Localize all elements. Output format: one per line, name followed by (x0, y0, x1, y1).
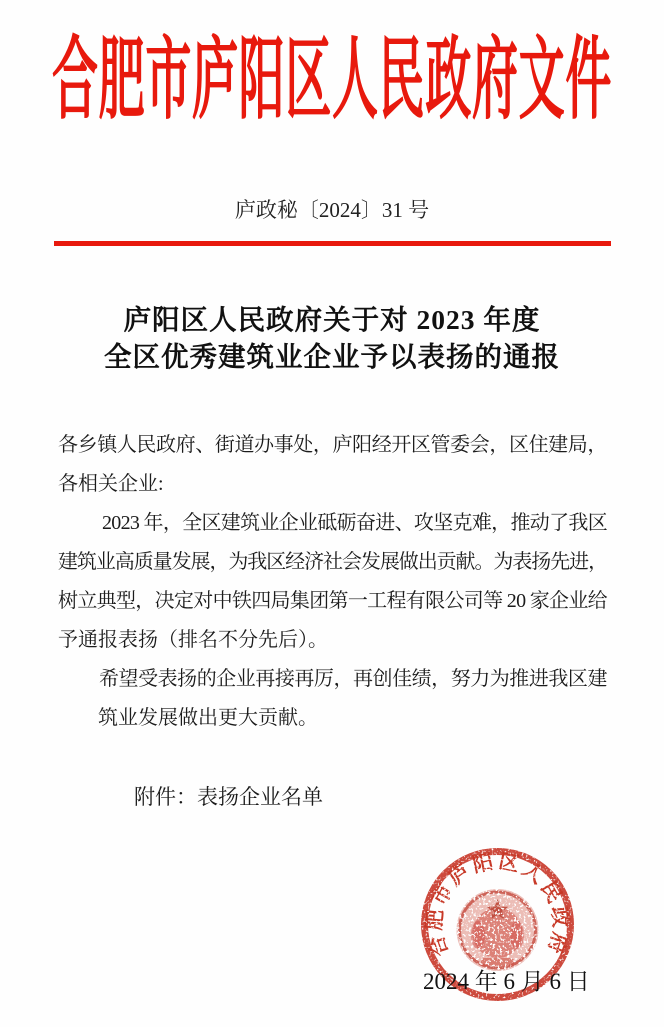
document-title-line2: 全区优秀建筑业企业予以表扬的通报 (104, 341, 560, 372)
red-divider-line (54, 241, 611, 246)
body-line: 希望受表扬的企业再接再厉，再创佳绩，努力为推进我区建 (99, 668, 607, 690)
body-line: 各相关企业: (58, 473, 164, 495)
body-line: 树立典型，决定对中铁四局集团第一工程有限公司等 20 家企业给 (58, 590, 607, 612)
issue-date: 2024 年 6 月 6 日 (423, 969, 590, 994)
body-line: 2023 年，全区建筑业企业砥砺奋进、攻坚克难，推动了我区 (102, 512, 607, 534)
letterhead-banner (52, 26, 612, 135)
national-emblem-icon (457, 889, 539, 971)
document-title (0, 301, 664, 375)
doc-number: 庐政秘〔2024〕31 号 (234, 198, 430, 222)
body-text (58, 426, 607, 738)
svg-text:合肥市庐阳区人民政府: 合肥市庐阳区人民政府 (423, 850, 572, 959)
body-line: 建筑业高质量发展，为我区经济社会发展做出贡献。为表扬先进， (58, 551, 607, 573)
document-title-line1: 庐阳区人民政府关于对 2023 年度 (123, 304, 541, 335)
body-line: 予通报表扬（排名不分先后）。 (58, 629, 328, 651)
attachment-line: 附件：表扬企业名单 (134, 785, 323, 809)
body-line: 各乡镇人民政府、街道办事处，庐阳经开区管委会，区住建局， (58, 434, 607, 456)
letterhead-title: 合肥市庐阳区人民政府文件 (52, 29, 612, 130)
body-line: 筑业发展做出更大贡献。 (98, 707, 318, 729)
